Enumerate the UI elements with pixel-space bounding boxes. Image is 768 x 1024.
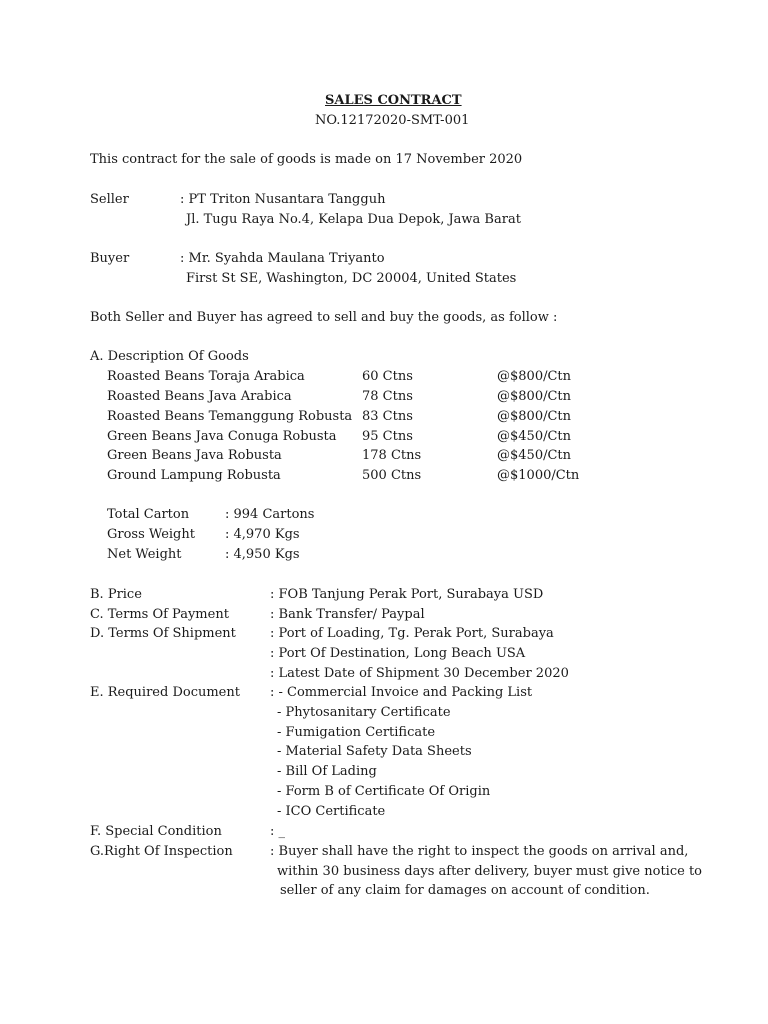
document-item: - Form B of Certificate Of Origin: [277, 784, 491, 799]
document-item: - ICO Certificate: [277, 804, 386, 819]
payment-value: : Bank Transfer/ Paypal: [270, 607, 425, 622]
total-value: : 994 Cartons: [225, 507, 315, 522]
shipment-label: D. Terms Of Shipment: [90, 626, 236, 641]
seller-name: : PT Triton Nusantara Tangguh: [180, 192, 386, 207]
goods-item-name: Green Beans Java Conuga Robusta: [107, 429, 337, 444]
payment-label: C. Terms Of Payment: [90, 607, 229, 622]
contract-number: NO.12172020-SMT-001: [315, 113, 470, 128]
shipment-value: : Latest Date of Shipment 30 December 2020: [270, 666, 569, 681]
intro-text: This contract for the sale of goods is made on 17 November 2020: [90, 152, 523, 167]
goods-item-qty: 178 Ctns: [362, 448, 422, 463]
goods-item-price: @$800/Ctn: [497, 369, 572, 384]
goods-item-name: Roasted Beans Java Arabica: [107, 389, 292, 404]
total-label: Net Weight: [107, 547, 182, 562]
buyer-address: First St SE, Washington, DC 20004, United States: [186, 271, 517, 286]
shipment-value: : Port of Loading, Tg. Perak Port, Surabaya: [270, 626, 554, 641]
inspection-text: : Buyer shall have the right to inspect the goods on arrival and,: [270, 844, 689, 859]
goods-item-price: @$1000/Ctn: [497, 468, 580, 483]
documents-label: E. Required Document: [90, 685, 240, 700]
goods-item-qty: 83 Ctns: [362, 409, 413, 424]
price-label: B. Price: [90, 587, 142, 602]
document-item: - Fumigation Certificate: [277, 725, 436, 740]
goods-item-qty: 95 Ctns: [362, 429, 413, 444]
goods-item-price: @$450/Ctn: [497, 429, 572, 444]
goods-item-qty: 78 Ctns: [362, 389, 413, 404]
total-label: Total Carton: [107, 507, 190, 522]
document-item: - Bill Of Lading: [277, 764, 377, 779]
buyer-label: Buyer: [90, 251, 130, 266]
total-value: : 4,970 Kgs: [225, 527, 300, 542]
total-value: : 4,950 Kgs: [225, 547, 300, 562]
goods-item-price: @$800/Ctn: [497, 409, 572, 424]
total-label: Gross Weight: [107, 527, 195, 542]
document-item: - Phytosanitary Certificate: [277, 705, 451, 720]
inspection-label: G.Right Of Inspection: [90, 844, 233, 859]
seller-address: Jl. Tugu Raya No.4, Kelapa Dua Depok, Jawa Barat: [186, 212, 521, 227]
document-title: SALES CONTRACT: [325, 93, 462, 108]
seller-label: Seller: [90, 192, 129, 207]
goods-item-name: Ground Lampung Robusta: [107, 468, 281, 483]
goods-item-name: Roasted Beans Temanggung Robusta: [107, 409, 353, 424]
document-item: : - Commercial Invoice and Packing List: [270, 685, 533, 700]
buyer-name: : Mr. Syahda Maulana Triyanto: [180, 251, 385, 266]
goods-item-name: Green Beans Java Robusta: [107, 448, 282, 463]
price-value: : FOB Tanjung Perak Port, Surabaya USD: [270, 587, 544, 602]
document-item: - Material Safety Data Sheets: [277, 744, 472, 759]
agreement-text: Both Seller and Buyer has agreed to sell and buy the goods, as follow :: [90, 310, 558, 325]
goods-item-price: @$450/Ctn: [497, 448, 572, 463]
special-condition-label: F. Special Condition: [90, 824, 222, 839]
goods-item-qty: 60 Ctns: [362, 369, 413, 384]
inspection-text: seller of any claim for damages on account of condition.: [280, 883, 650, 898]
inspection-text: within 30 business days after delivery, buyer must give notice to: [277, 864, 702, 879]
goods-heading: A. Description Of Goods: [90, 349, 249, 364]
goods-item-price: @$800/Ctn: [497, 389, 572, 404]
special-condition-value: : _: [270, 824, 286, 839]
goods-item-qty: 500 Ctns: [362, 468, 422, 483]
shipment-value: : Port Of Destination, Long Beach USA: [270, 646, 526, 661]
goods-item-name: Roasted Beans Toraja Arabica: [107, 369, 305, 384]
